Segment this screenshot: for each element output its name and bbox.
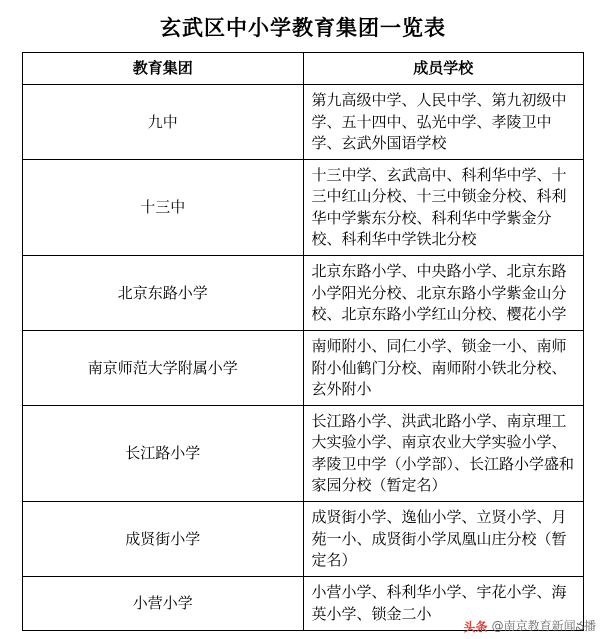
member-schools-cell: 小营小学、科利华小学、宇花小学、海英小学、锁金二小	[303, 577, 584, 631]
table-row	[23, 331, 584, 406]
footer-watermark-bar	[0, 613, 606, 639]
group-name-cell: 十三中	[23, 160, 304, 256]
member-schools-cell: 第九高级中学、人民中学、第九初级中学、五十四中、弘光中学、孝陵卫中学、玄武外国语学校	[303, 85, 584, 160]
column-header-schools: 成员学校	[303, 53, 584, 85]
group-name-cell: 成贤街小学	[23, 502, 304, 577]
table-row	[23, 85, 584, 160]
group-name-cell: 小营小学	[23, 577, 304, 631]
member-schools-cell: 十三中学、玄武高中、科利华中学、十三中红山分校、十三中锁金分校、科利华中学紫东分校、科利华中学紫金分校、科利华中学铁北分校	[303, 160, 584, 256]
group-name-cell: 长江路小学	[23, 406, 304, 502]
member-schools-cell: 南师附小、同仁小学、锁金一小、南师附小仙鹤门分校、南师附小铁北分校、玄外附小	[303, 331, 584, 406]
group-name-cell: 北京东路小学	[23, 256, 304, 331]
table-row	[23, 406, 584, 502]
page-title: 玄武区中小学教育集团一览表	[160, 16, 446, 40]
group-name-cell: 南京师范大学附属小学	[23, 331, 304, 406]
member-schools-cell: 北京东路小学、中央路小学、北京东路小学阳光分校、北京东路小学紫金山分校、北京东路小学红山分校、樱花小学	[303, 256, 584, 331]
education-groups-table	[22, 52, 584, 631]
table-header-row	[23, 53, 584, 85]
group-name-cell: 九中	[23, 85, 304, 160]
table-row	[23, 502, 584, 577]
table-row	[23, 160, 584, 256]
toutiao-logo-icon: 头条	[463, 619, 488, 634]
member-schools-cell: 成贤街小学、逸仙小学、立贤小学、月苑一小、成贤街小学凤凰山庄分校（暂定名）	[303, 502, 584, 577]
column-header-group: 教育集团	[23, 53, 304, 85]
watermark-text: @南京教育新闻న播	[491, 618, 596, 633]
table-body	[23, 85, 584, 631]
member-schools-cell: 长江路小学、洪武北路小学、南京理工大实验小学、南京农业大学实验小学、孝陵卫中学（小学部）、长江路小学盛和家园分校（暂定名）	[303, 406, 584, 502]
table-row	[23, 256, 584, 331]
